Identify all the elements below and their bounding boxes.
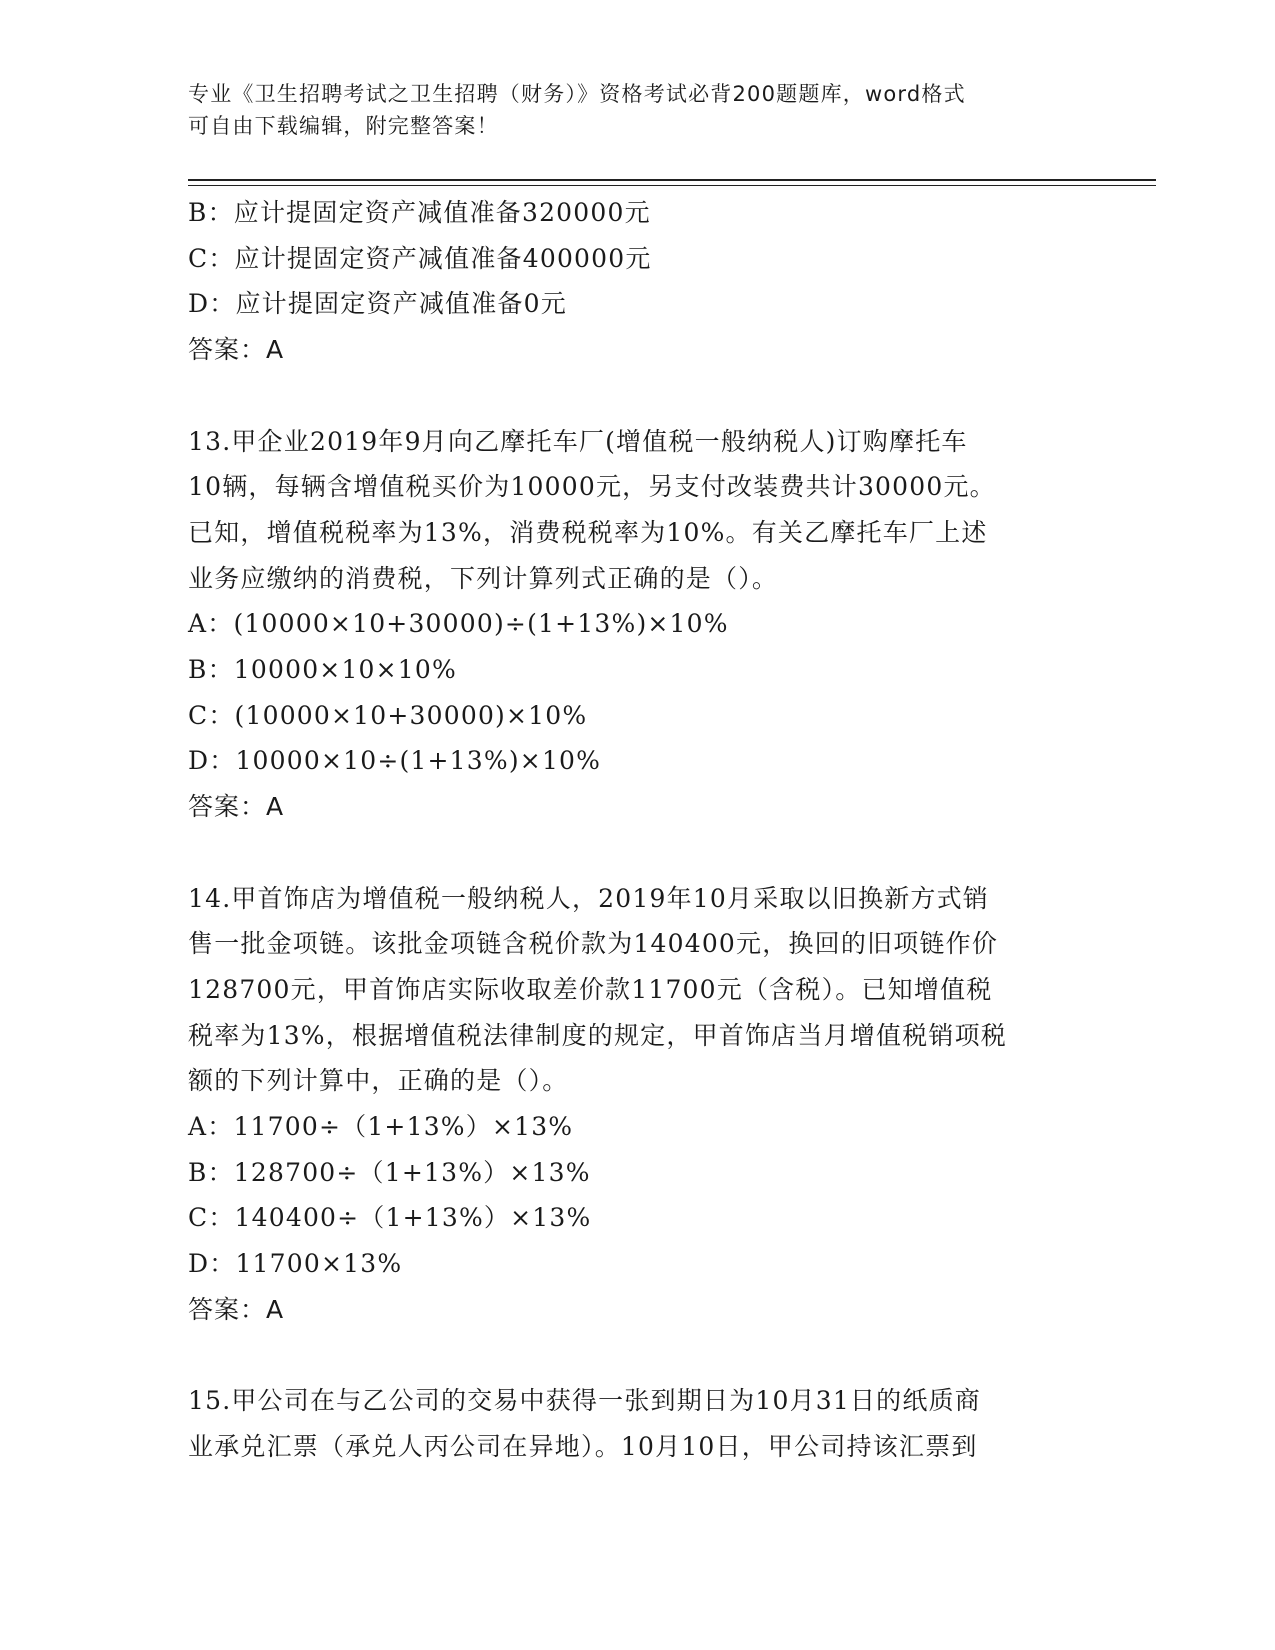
spacer	[188, 373, 1088, 419]
question-12	[188, 190, 1088, 373]
question-stem-line: 业承兑汇票（承兑人丙公司在异地）。10月10日，甲公司持该汇票到	[188, 1431, 978, 1461]
document-body	[188, 190, 1088, 1470]
header-divider-thin	[188, 185, 1156, 186]
answer: 答案：A	[188, 335, 285, 365]
question-stem-line: 15.甲公司在与乙公司的交易中获得一张到期日为10月31日的纸质商	[188, 1386, 981, 1416]
option-b: B：10000×10×10%	[188, 655, 457, 685]
question-stem-line: 已知，增值税税率为13%，消费税税率为10%。有关乙摩托车厂上述	[188, 517, 988, 547]
option-b: B：应计提固定资产减值准备320000元	[188, 198, 651, 227]
option-c: C：(10000×10+30000)×10%	[188, 700, 588, 730]
option-a: A：11700÷（1+13%）×13%	[188, 1112, 574, 1142]
question-14	[188, 876, 1088, 1333]
option-d: D：10000×10÷(1+13%)×10%	[188, 746, 602, 776]
document-header	[188, 78, 1068, 142]
option-b: B：128700÷（1+13%）×13%	[188, 1157, 591, 1187]
option-d: D：应计提固定资产减值准备0元	[188, 289, 567, 319]
question-15	[188, 1378, 1088, 1469]
question-stem-line: 业务应缴纳的消费税，下列计算列式正确的是（）。	[188, 563, 779, 593]
question-stem-line: 10辆，每辆含增值税买价为10000元，另支付改装费共计30000元。	[188, 472, 996, 502]
header-divider-thick	[188, 179, 1156, 181]
option-c: C：应计提固定资产减值准备400000元	[188, 243, 652, 273]
answer: 答案：A	[188, 792, 285, 822]
header-line-2: 可自由下载编辑，附完整答案！	[188, 114, 499, 138]
option-a: A：(10000×10+30000)÷(1+13%)×10%	[188, 609, 729, 639]
spacer	[188, 830, 1088, 876]
spacer	[188, 1333, 1088, 1379]
answer: 答案：A	[188, 1294, 285, 1324]
option-c: C：140400÷（1+13%）×13%	[188, 1203, 592, 1233]
question-stem-line: 128700元，甲首饰店实际收取差价款11700元（含税）。已知增值税	[188, 974, 993, 1004]
option-d: D：11700×13%	[188, 1249, 403, 1279]
question-stem-line: 售一批金项链。该批金项链含税价款为140400元，换回的旧项链作价	[188, 929, 999, 959]
question-stem-line: 税率为13%，根据增值税法律制度的规定，甲首饰店当月增值税销项税	[188, 1020, 1007, 1050]
question-stem-line: 13.甲企业2019年9月向乙摩托车厂(增值税一般纳税人)订购摩托车	[188, 426, 968, 456]
question-stem-line: 14.甲首饰店为增值税一般纳税人，2019年10月采取以旧换新方式销	[188, 883, 989, 913]
question-stem-line: 额的下列计算中，正确的是（）。	[188, 1066, 569, 1096]
header-line-1: 专业《卫生招聘考试之卫生招聘（财务）》资格考试必背200题题库，word格式	[188, 82, 966, 106]
question-13	[188, 419, 1088, 830]
